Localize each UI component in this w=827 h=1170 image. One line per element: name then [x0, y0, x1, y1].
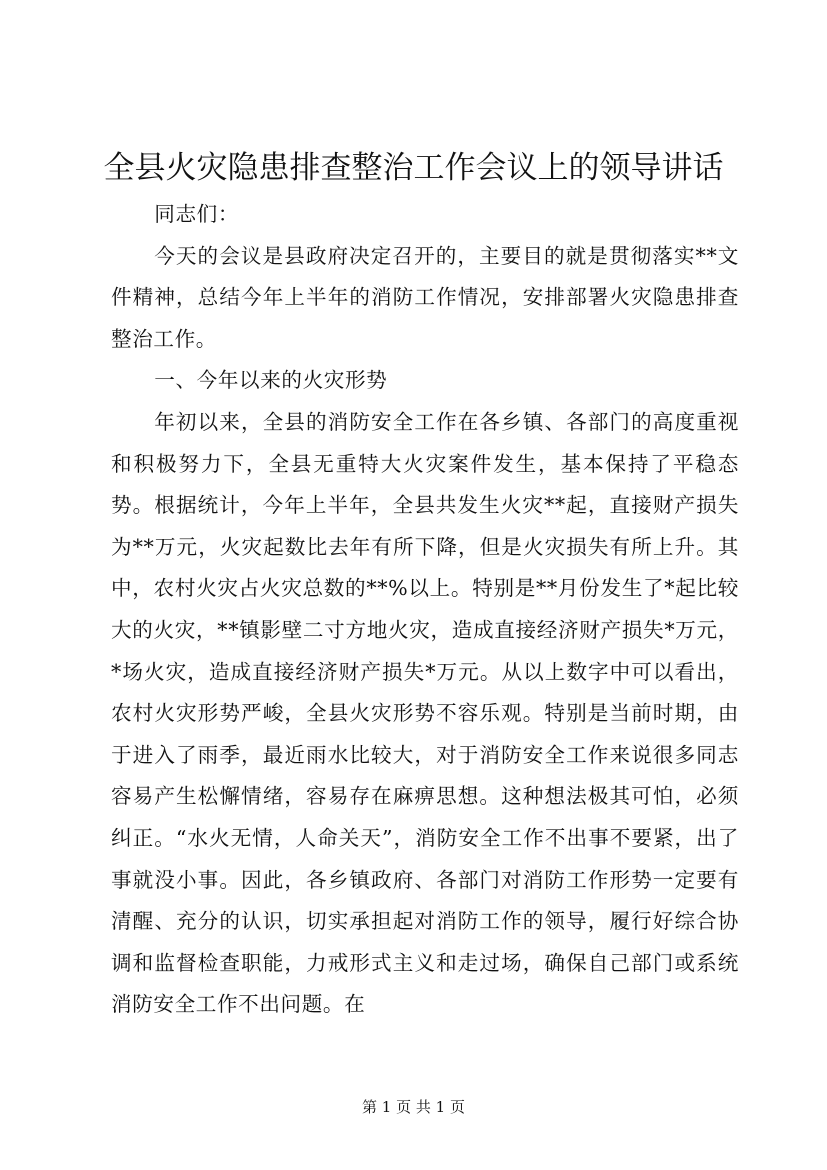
section-heading: 一、今年以来的火灾形势	[154, 368, 388, 393]
body-paragraph: 年初以来，全县的消防安全工作在各乡镇、各部门的高度重视和积极努力下，全县无重特大火灾案件发生，基本保持了平稳态势。根据统计，今年上半年，全县共发生火灾**起，直接财产损失为**万元，火灾起数比去年有所下降，但是火灾损失有所上升。其中，农村火灾占火灾总数的**%以上。特别是**月份发生了*起比较大的火灾，**镇影壁二寸方地火灾，造成直接经济财产损失*万元，*场火灾，造成直接经济财产损失*万元。从以上数字中可以看出，农村火灾形势严峻，全县火灾形势不容乐观。特别是当前时期，由于进入了雨季，最近雨水比较大，对于消防安全工作来说很多同志容易产生松懈情绪，容易存在麻痹思想。这种想法极其可怕，必须纠正。“水火无情，人命关天”，消防安全工作不出事不要紧，出了事就没小事。因此，各乡镇政府、各部门对消防工作形势一定要有清醒、充分的认识，切实承担起对消防工作的领导，履行好综合协调和监督检查职能，力戒形式主义和走过场，确保自己部门或系统消防安全工作不出问题。在	[111, 409, 739, 1017]
document-body	[111, 194, 739, 1026]
document-title: 全县火灾隐患排查整治工作会议上的领导讲话	[103, 150, 724, 186]
page-footer: 第 1 页 共 1 页	[362, 1098, 465, 1116]
salutation-paragraph: 同志们：	[154, 202, 240, 226]
intro-paragraph: 今天的会议是县政府决定召开的，主要目的就是贯彻落实**文件精神，总结今年上半年的消防工作情况，安排部署火灾隐患排查整治工作。	[111, 243, 740, 351]
